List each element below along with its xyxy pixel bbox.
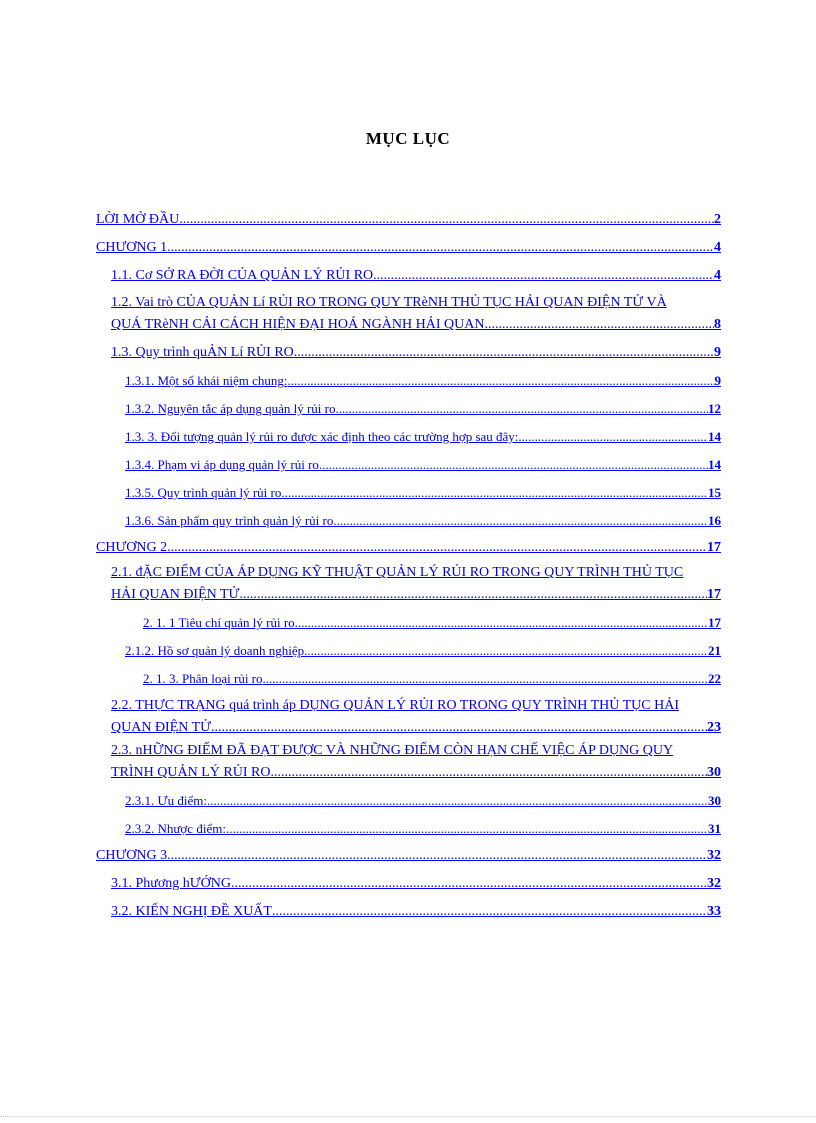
toc-entry-text: 1.3.1. Một số khái niệm chung: bbox=[125, 373, 288, 388]
toc-dot-leader bbox=[484, 314, 714, 336]
toc-page-number: 4 bbox=[714, 240, 721, 255]
toc-entry-text: CHƯƠNG 3 bbox=[96, 848, 168, 863]
page-bottom-divider bbox=[0, 1116, 816, 1117]
toc-entry-loi-mo-dau[interactable] bbox=[96, 209, 721, 231]
toc-entry-text: 1.3.4. Phạm vi áp dụng quản lý rủi ro bbox=[125, 457, 319, 472]
toc-entry-text: 2. 1. 1 Tiêu chí quản lý rủi ro bbox=[143, 615, 295, 630]
toc-entry-text: 3.2. KIẾN NGHỊ ĐỀ XUẤT bbox=[111, 904, 272, 919]
toc-dot-leader bbox=[167, 845, 707, 867]
page-title: MỤC LỤC bbox=[365, 129, 451, 148]
toc-entry-3-1[interactable] bbox=[111, 873, 721, 895]
toc-page-number: 22 bbox=[708, 671, 721, 686]
toc-entry-text: 1.3.6. Sản phẩm quy trình quản lý rủi ro bbox=[125, 513, 334, 528]
toc-page-number: 17 bbox=[707, 587, 721, 602]
toc-entry-2-3[interactable] bbox=[111, 740, 721, 784]
toc-page-number: 2 bbox=[714, 212, 721, 227]
toc-entry-text-line1: 2.2. THỰC TRẠNG quá trình áp DỤNG QUẢN LÝ RỦI RO TRONG QUY TRÌNH THỦ TỤC HẢI bbox=[111, 698, 679, 713]
toc-dot-leader bbox=[167, 537, 707, 559]
toc-entry-text: 1.3.2. Nguyên tắc áp dụng quản lý rủi ro bbox=[125, 401, 336, 416]
toc-page-number: 23 bbox=[707, 720, 721, 735]
toc-entry-1-3-5[interactable] bbox=[125, 482, 721, 504]
toc-entry-text-line1: 1.2. Vai trò CỦA QUẢN Lí RỦI RO TRONG QUY TRèNH THỦ TỤC HẢI QUAN ĐIỆN TỬ VÀ bbox=[111, 295, 667, 310]
toc-entry-text: TRÌNH QUẢN LÝ RỦI RO bbox=[111, 765, 271, 780]
toc-entry-text-line1: 2.1. đẶC ĐIỂM CỦA ÁP DỤNG KỸ THUẬT QUẢN LÝ RỦI RO TRONG QUY TRÌNH THỦ TỤC bbox=[111, 565, 684, 580]
toc-entry-chuong-3[interactable] bbox=[96, 845, 721, 867]
toc-dot-leader bbox=[288, 370, 715, 392]
toc-dot-leader bbox=[239, 584, 707, 606]
toc-entry-1-3-1[interactable] bbox=[125, 370, 721, 392]
toc-entry-text: 3.1. Phương hƯỚNG bbox=[111, 876, 231, 891]
toc-dot-leader bbox=[272, 901, 707, 923]
toc-entry-text: CHƯƠNG 2 bbox=[96, 540, 168, 555]
toc-page-number: 9 bbox=[714, 345, 721, 360]
toc-page-number: 9 bbox=[714, 373, 721, 388]
toc-entry-2-1-3[interactable] bbox=[143, 668, 721, 690]
toc-dot-leader bbox=[373, 265, 714, 287]
toc-page-number: 14 bbox=[708, 457, 721, 472]
toc-entry-text: QUAN ĐIỆN TỬ bbox=[111, 720, 212, 735]
toc-dot-leader bbox=[518, 426, 708, 448]
toc-dot-leader bbox=[333, 510, 708, 532]
toc-entry-2-2[interactable] bbox=[111, 695, 721, 739]
toc-entry-1-3-3[interactable] bbox=[125, 426, 721, 448]
toc-entry-text: CHƯƠNG 1 bbox=[96, 240, 168, 255]
toc-dot-leader bbox=[263, 668, 708, 690]
toc-entry-text: 1.3. Quy trình quẢN Lí RỦI RO bbox=[111, 345, 294, 360]
toc-page-number: 17 bbox=[707, 540, 721, 555]
toc-page-number: 30 bbox=[708, 793, 721, 808]
toc-page-number: 31 bbox=[708, 821, 721, 836]
toc-entry-text: 1.3.5. Quy trình quản lý rủi ro bbox=[125, 485, 282, 500]
toc-entry-text: 2.3.2. Nhược điểm: bbox=[125, 821, 226, 836]
toc-entry-3-2[interactable] bbox=[111, 901, 721, 923]
toc-entry-1-3-4[interactable] bbox=[125, 454, 721, 476]
toc-entry-text: 2.1.2. Hồ sơ quản lý doanh nghiệp bbox=[125, 643, 305, 658]
toc-page-number: 15 bbox=[708, 485, 721, 500]
toc-page-number: 33 bbox=[707, 904, 721, 919]
toc-entry-text: 2. 1. 3. Phân loại rủi ro bbox=[143, 671, 263, 686]
toc-entry-chuong-2[interactable] bbox=[96, 537, 721, 559]
toc-entry-1-1[interactable] bbox=[111, 265, 721, 287]
toc-entry-1-3[interactable] bbox=[111, 342, 721, 364]
toc-dot-leader bbox=[270, 762, 707, 784]
toc-page-number: 30 bbox=[707, 765, 721, 780]
toc-entry-text: QUÁ TRèNH CẢI CÁCH HIỆN ĐẠI HOÁ NGÀNH HẢI QUAN bbox=[111, 317, 485, 332]
toc-dot-leader bbox=[179, 209, 714, 231]
toc-page-number: 17 bbox=[708, 615, 721, 630]
toc-entry-2-1-2[interactable] bbox=[125, 640, 721, 662]
toc-page-number: 12 bbox=[708, 401, 721, 416]
toc-entry-text: 1.1. Cơ SỞ RA ĐỜI CỦA QUẢN LÝ RỦI RO bbox=[111, 268, 374, 283]
toc-dot-leader bbox=[294, 342, 714, 364]
toc-entry-1-3-6[interactable] bbox=[125, 510, 721, 532]
toc-page-number: 32 bbox=[707, 876, 721, 891]
toc-entry-text-line1: 2.3. nHỮNG ĐIỂM ĐÃ ĐẠT ĐƯỢC VÀ NHỮNG ĐIỂM CÒN HẠN CHẾ VIỆC ÁP DỤNG QUY bbox=[111, 743, 674, 758]
toc-page-number: 21 bbox=[708, 643, 721, 658]
toc-page-number: 16 bbox=[708, 513, 721, 528]
toc-entry-1-3-2[interactable] bbox=[125, 398, 721, 420]
toc-dot-leader bbox=[319, 454, 708, 476]
toc-page-number: 8 bbox=[714, 317, 721, 332]
toc-dot-leader bbox=[207, 790, 708, 812]
toc-dot-leader bbox=[211, 717, 707, 739]
toc-dot-leader bbox=[167, 237, 714, 259]
toc-entry-text: 2.3.1. Ưu điểm: bbox=[125, 793, 207, 808]
toc-page-number: 4 bbox=[714, 268, 721, 283]
toc-entry-2-3-1[interactable] bbox=[125, 790, 721, 812]
toc-entry-chuong-1[interactable] bbox=[96, 237, 721, 259]
toc-entry-2-1-1[interactable] bbox=[143, 612, 721, 634]
toc-dot-leader bbox=[295, 612, 708, 634]
toc-page-number: 32 bbox=[707, 848, 721, 863]
toc-entry-2-3-2[interactable] bbox=[125, 818, 721, 840]
toc-entry-1-2[interactable] bbox=[111, 292, 721, 336]
toc-dot-leader bbox=[281, 482, 708, 504]
toc-dot-leader bbox=[304, 640, 708, 662]
toc-dot-leader bbox=[226, 818, 708, 840]
toc-dot-leader bbox=[335, 398, 708, 420]
toc-entry-text: LỜI MỞ ĐẦU bbox=[96, 212, 180, 227]
toc-entry-2-1[interactable] bbox=[111, 562, 721, 606]
toc-page-number: 14 bbox=[708, 429, 721, 444]
toc-dot-leader bbox=[231, 873, 707, 895]
toc-entry-text: HẢI QUAN ĐIỆN TỬ bbox=[111, 587, 240, 602]
toc-entry-text: 1.3. 3. Đối tượng quản lý rủi ro được xác định theo các trường hợp sau đây: bbox=[125, 429, 519, 444]
